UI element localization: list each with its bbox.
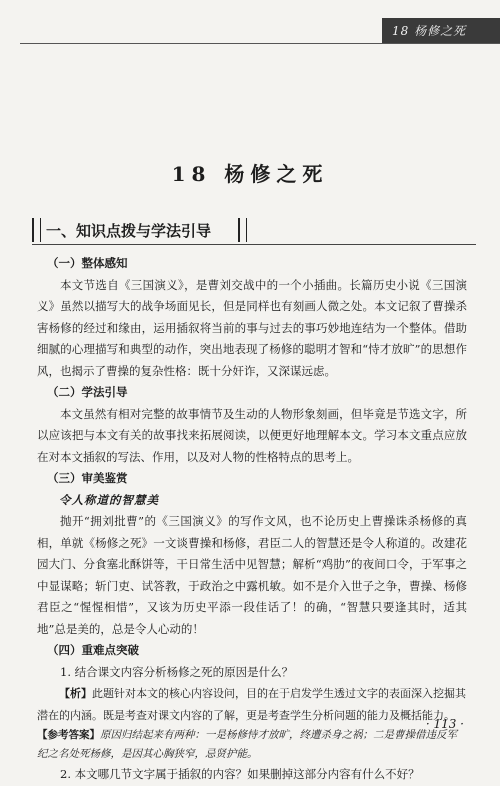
header-rule: [20, 43, 500, 44]
question: 2. 本文哪几节文字属于插叙的内容？如果删掉这部分内容有什么不好？: [60, 767, 420, 781]
paragraph: 本文节选自《三国演义》，是曹刘交战中的一个小插曲。长篇历史小说《三国演义》虽然以描写大的战争场面见长，但是同样也有刻画人微之处。本文记叙了曹操杀害杨修的经过和缘由，运用插叙将当前的事与过去的事巧妙地连结为一个整体。借助细腻的心理描写和典型的动作，突出地表现了杨修的聪明才智和“恃才放旷”的思想作风，也揭示了曹操的复杂性格：既十分奸诈，又深谋远虑。: [37, 277, 467, 378]
reference-label: 【参考答案】: [37, 729, 100, 741]
italic-subheading: 令人称道的智慧美: [59, 492, 159, 507]
paragraph: 本文虽然有相对完整的故事情节及生动的人物形象刻画，但毕竟是节选文字，所以应该把与本文有关的故事找来拓展阅读，以便更好地理解本文。学习本文重点应放在对本文插叙的写法、作用，以及对人物的性格特点的思考上。: [37, 406, 467, 464]
running-header: 18 杨修之死: [382, 18, 500, 44]
chapter-title: 18 杨修之死: [171, 162, 329, 186]
reference-answer: [37, 726, 467, 764]
analysis-label: 【析】: [59, 687, 92, 700]
paragraph: 抛开“拥刘批曹”的《三国演义》的写作文风，也不论历史上曹操诛杀杨修的真相，单就《杨修之死》一文谈曹操和杨修，君臣二人的智慧还是令人称道的。改建花园大门、分食塞北酥饼等，干日常生活中见智慧；解析“鸡肋”的夜间口令，于军事之中显谋略；斩门吏、试答教，于政治之中露机敏。如不是介入世子之争，曹操、杨修君臣之“惺惺相惜”，又该为历史平添一段佳话了！的确，“智慧只要逢其时，适其地”总是美的，总是令人心动的！: [37, 514, 467, 636]
heading-bar-left: [32, 218, 41, 242]
subsection-heading: （三）审美鉴赏: [47, 471, 128, 485]
body-text: [37, 253, 467, 786]
section-heading-text: 一、知识点拨与学法引导: [46, 222, 212, 240]
heading-bar-right: [238, 218, 247, 242]
section-heading: [32, 217, 476, 243]
page-number: · 113 ·: [425, 717, 464, 731]
question: 1. 结合课文内容分析杨修之死的原因是什么？: [60, 664, 294, 679]
subsection-heading: （四）重难点突破: [47, 643, 139, 657]
reference-text: 原因归结起来有两种：一是杨修恃才放旷，终遭杀身之祸；二是曹操借违反军纪之名处死杨修，是因其心胸狭窄，忌贤护能。: [37, 729, 457, 760]
subsection-heading: （二）学法引导: [47, 385, 128, 399]
analysis: [37, 683, 467, 726]
analysis-text: 此题针对本文的核心内容设问，目的在于启发学生透过文字的表面深入挖掘其潜在的内涵。既是考查对课文内容的了解，更是考查学生分析问题的能力及概括能力。: [37, 687, 466, 722]
subsection-heading: （一）整体感知: [47, 256, 128, 270]
heading-underline: [32, 244, 476, 245]
